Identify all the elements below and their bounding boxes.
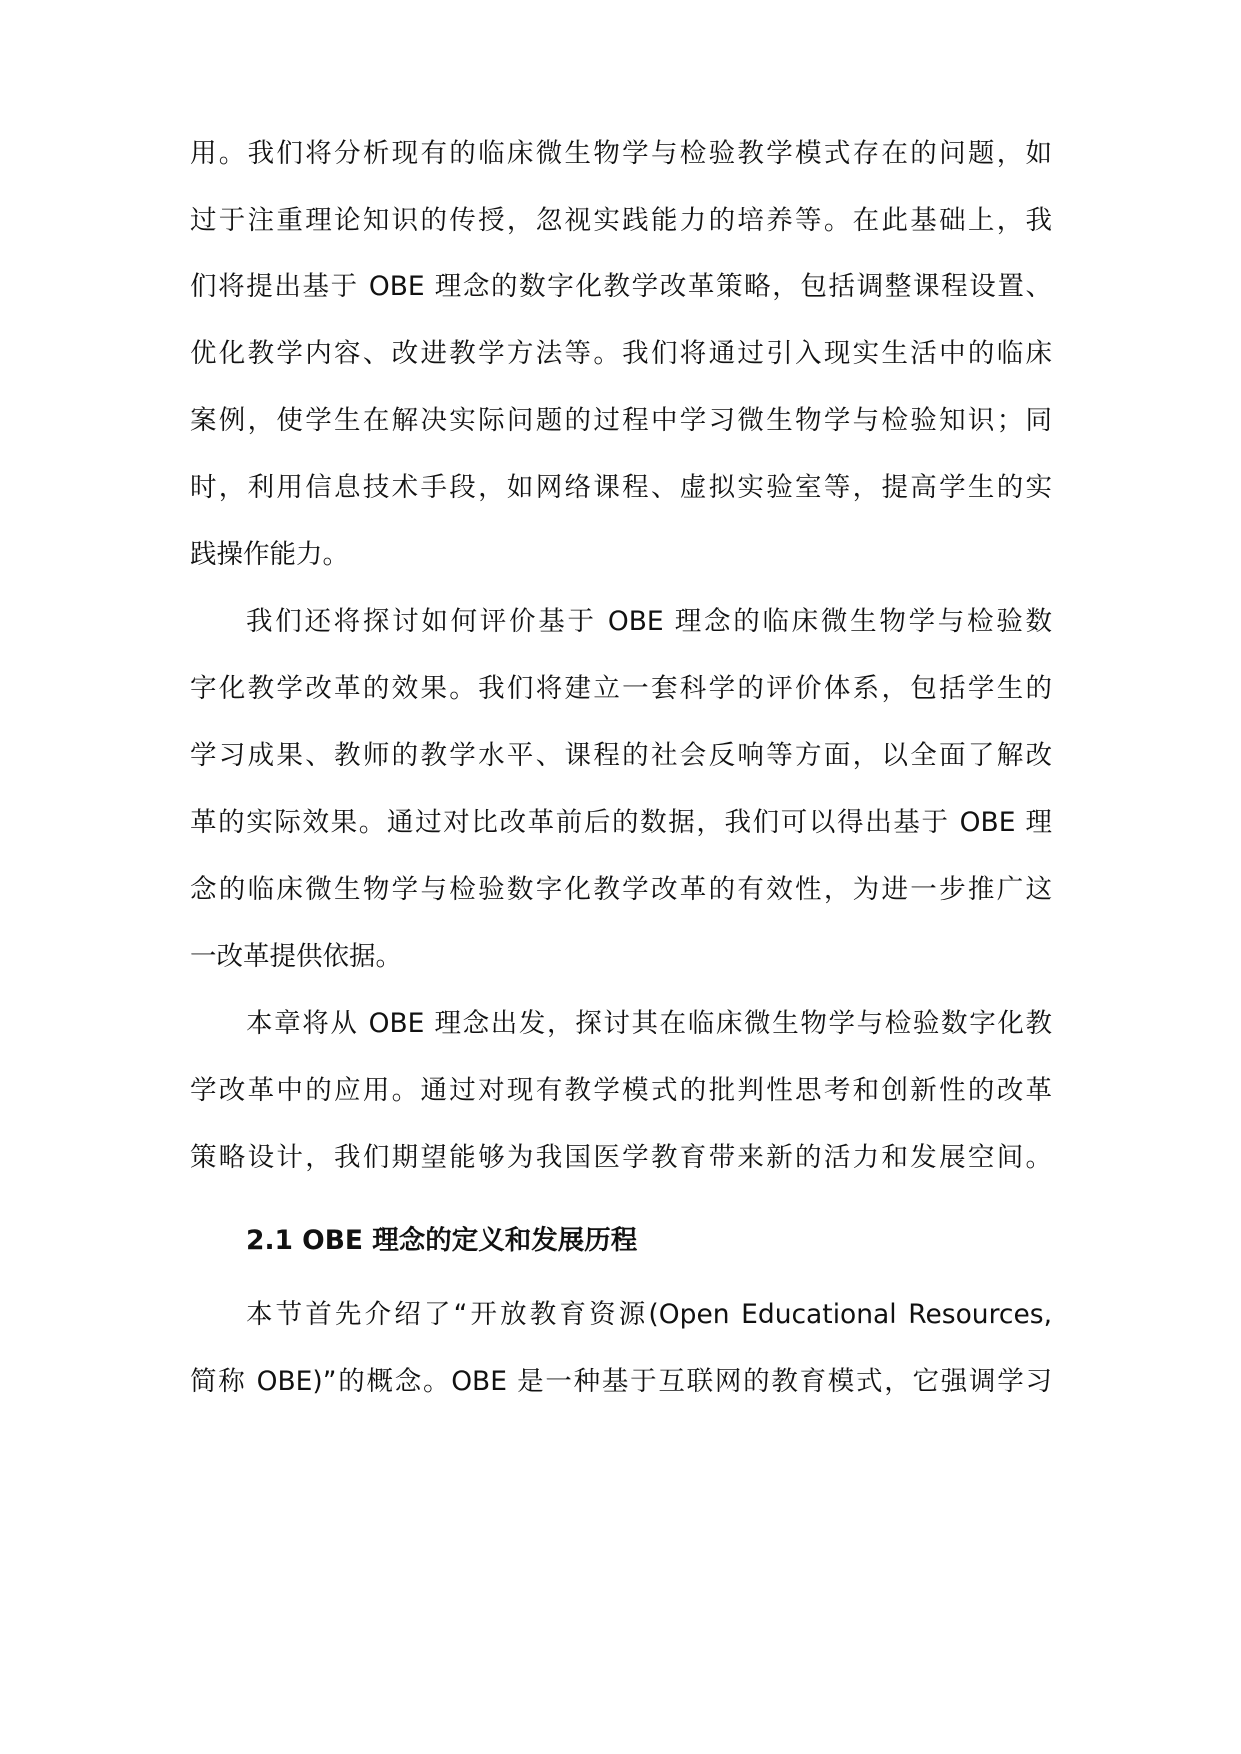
section-heading: 2.1 OBE 理念的定义和发展历程	[246, 1225, 638, 1256]
text-line: 案例，使学生在解决实际问题的过程中学习微生物学与检验知识；同	[190, 405, 1052, 436]
text-line: 过于注重理论知识的传授，忽视实践能力的培养等。在此基础上，我	[190, 205, 1052, 236]
text-line: 们将提出基于 OBE 理念的数字化教学改革策略，包括调整课程设置、	[190, 271, 1052, 302]
text-line: 革的实际效果。通过对比改革前后的数据，我们可以得出基于 OBE 理	[190, 807, 1052, 838]
text-line: 一改革提供依据。	[190, 941, 402, 972]
text-line: 字化教学改革的效果。我们将建立一套科学的评价体系，包括学生的	[190, 673, 1052, 704]
text-line: 本节首先介绍了“开放教育资源(Open Educational Resources,	[246, 1299, 1052, 1330]
text-line: 念的临床微生物学与检验数字化教学改革的有效性，为进一步推广这	[190, 874, 1052, 905]
text-line: 简称 OBE)”的概念。OBE 是一种基于互联网的教育模式，它强调学习	[190, 1366, 1052, 1397]
text-line: 策略设计，我们期望能够为我国医学教育带来新的活力和发展空间。	[190, 1142, 1052, 1173]
text-line: 优化教学内容、改进教学方法等。我们将通过引入现实生活中的临床	[190, 338, 1052, 369]
text-line: 时，利用信息技术手段，如网络课程、虚拟实验室等，提高学生的实	[190, 472, 1052, 503]
text-line: 本章将从 OBE 理念出发，探讨其在临床微生物学与检验数字化教	[246, 1008, 1052, 1039]
text-line: 学习成果、教师的教学水平、课程的社会反响等方面，以全面了解改	[190, 740, 1052, 771]
text-line: 学改革中的应用。通过对现有教学模式的批判性思考和创新性的改革	[190, 1075, 1052, 1106]
text-line: 践操作能力。	[190, 539, 349, 570]
text-line: 用。我们将分析现有的临床微生物学与检验教学模式存在的问题，如	[190, 138, 1052, 169]
text-line: 我们还将探讨如何评价基于 OBE 理念的临床微生物学与检验数	[246, 606, 1052, 637]
